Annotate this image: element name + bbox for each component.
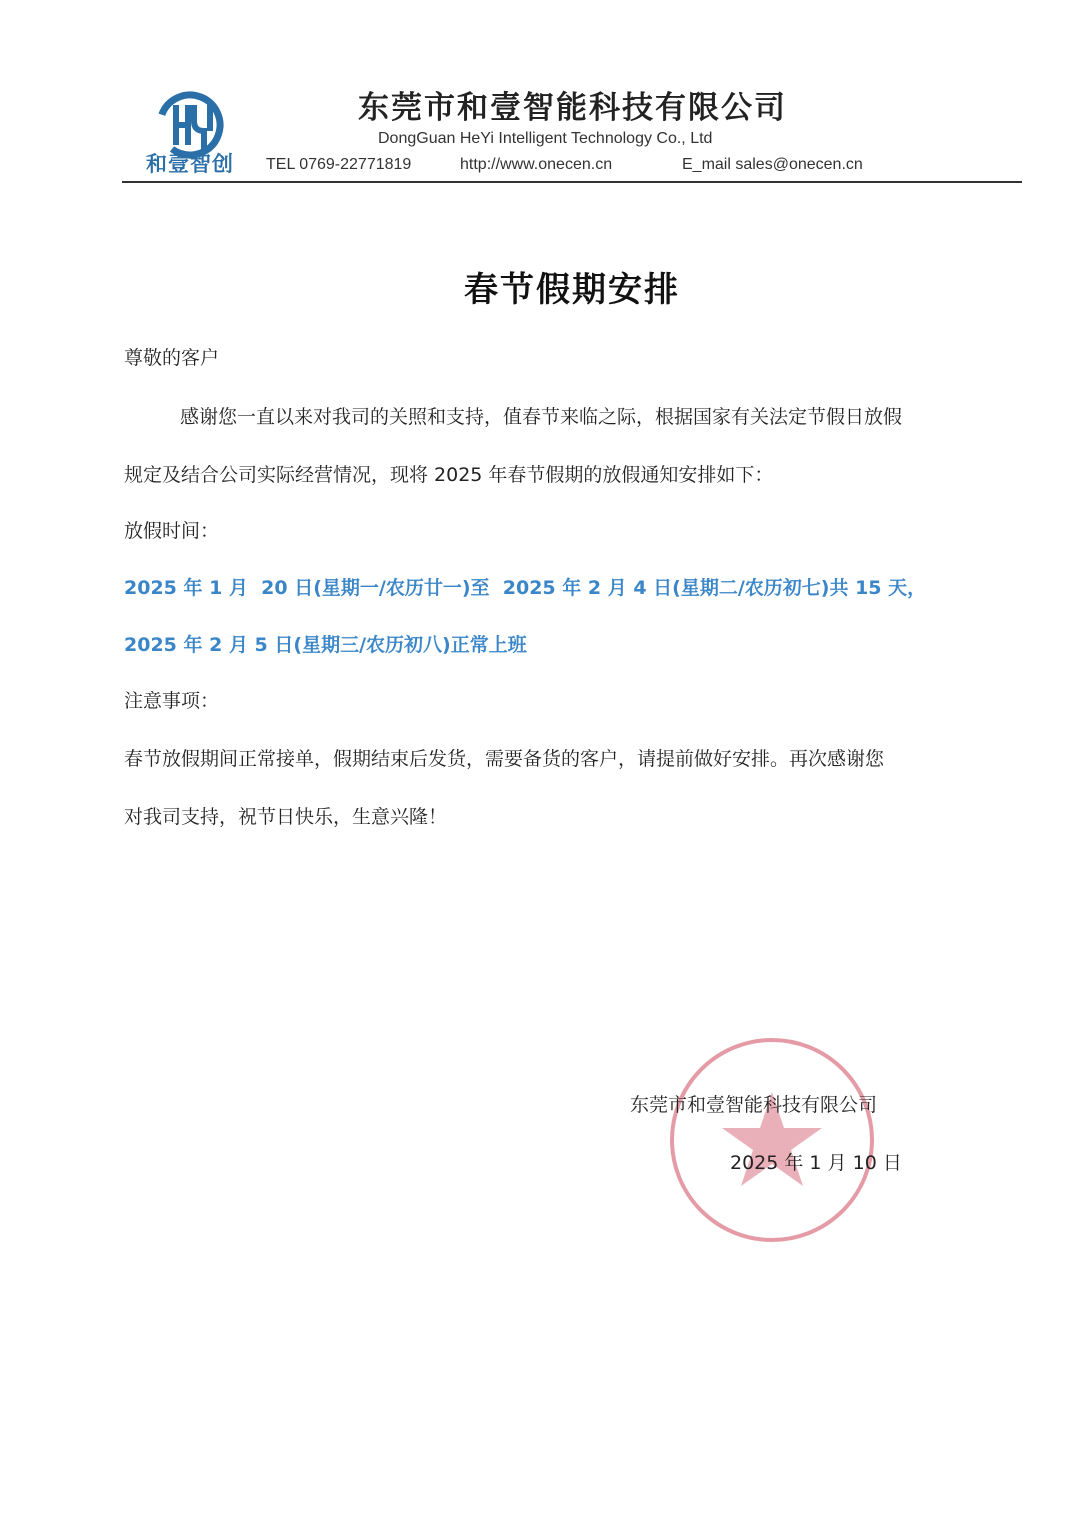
company-name-en: DongGuan HeYi Intelligent Technology Co., Ltd bbox=[378, 130, 713, 147]
logo-text: 和壹智创 bbox=[146, 152, 234, 176]
salutation: 尊敬的客户 bbox=[124, 347, 220, 369]
intro-line-2: 规定及结合公司实际经营情况，现将 2025 年春节假期的放假通知安排如下： bbox=[124, 464, 774, 486]
header-divider bbox=[122, 181, 1022, 183]
contact-tel: TEL 0769-22771819 bbox=[266, 156, 412, 173]
intro-line-1: 感谢您一直以来对我司的关照和支持，值春节来临之际，根据国家有关法定节假日放假 bbox=[180, 406, 903, 428]
contact-email: E_mail sales@onecen.cn bbox=[682, 156, 863, 173]
holiday-period: 2025 年 1 月 20 日(星期一/农历廿一)至 2025 年 2 月 4 日(星期二/农历初七)共 15 天， bbox=[124, 577, 927, 599]
notes-line-2: 对我司支持，祝节日快乐，生意兴隆！ bbox=[124, 806, 448, 828]
contact-website: http://www.onecen.cn bbox=[460, 156, 613, 173]
signature-date: 2025 年 1 月 10 日 bbox=[730, 1152, 902, 1174]
notes-line-1: 春节放假期间正常接单，假期结束后发货，需要备货的客户，请提前做好安排。再次感谢您 bbox=[124, 748, 885, 770]
signature-company: 东莞市和壹智能科技有限公司 bbox=[630, 1094, 878, 1116]
document-title: 春节假期安排 bbox=[464, 270, 680, 310]
company-name-cn: 东莞市和壹智能科技有限公司 bbox=[358, 90, 787, 126]
resume-date: 2025 年 2 月 5 日(星期三/农历初八)正常上班 bbox=[124, 634, 527, 656]
company-seal-icon bbox=[662, 1030, 882, 1250]
holiday-label: 放假时间： bbox=[124, 520, 220, 542]
notes-label: 注意事项： bbox=[124, 690, 220, 712]
